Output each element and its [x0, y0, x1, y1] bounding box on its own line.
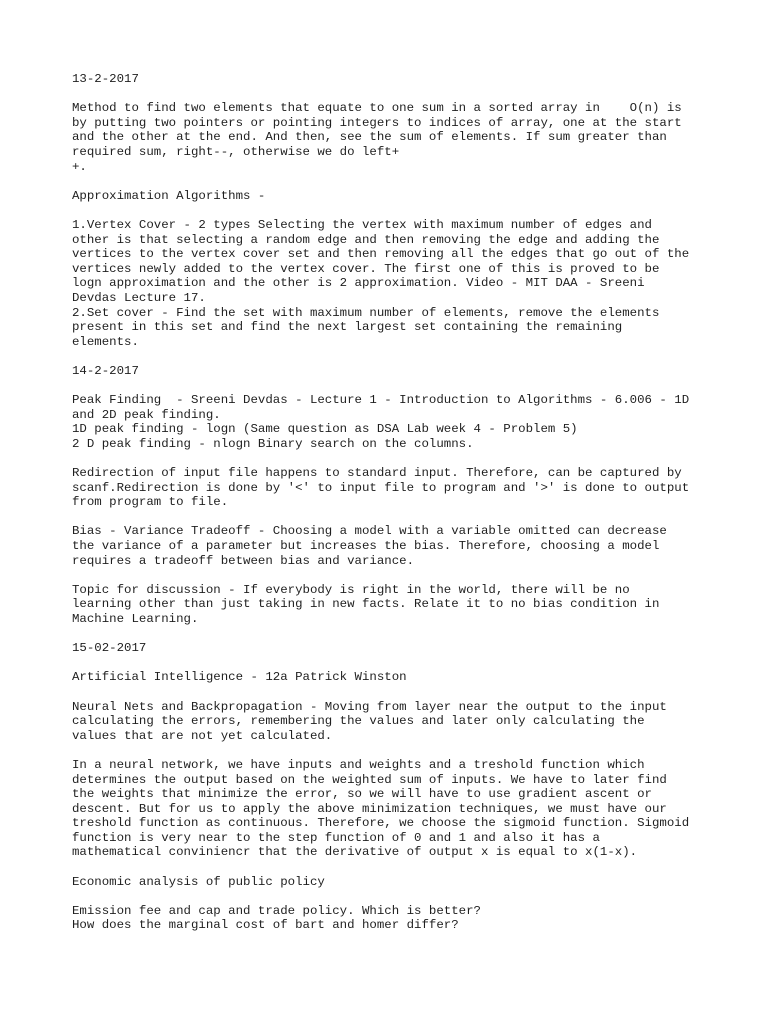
text-line: Machine Learning. [72, 611, 199, 626]
text-line: mathematical conviniencr that the derivative of output x is equal to x(1-x). [72, 845, 638, 860]
text-line: +. [72, 159, 87, 174]
text-line: from program to file. [72, 495, 229, 510]
text-line: How does the marginal cost of bart and homer differ? [72, 918, 459, 933]
paragraph [72, 393, 712, 451]
text-line: and the other at the end. And then, see the sum of elements. If sum greater than [72, 130, 667, 145]
text-line: 2 D peak finding - nlogn Binary search on the columns. [72, 436, 474, 451]
text-line: other is that selecting a random edge and then removing the edge and adding the [72, 232, 660, 247]
text-line: the variance of a parameter but increases the bias. Therefore, choosing a model [72, 539, 660, 553]
text-line: values that are not yet calculated. [72, 728, 333, 743]
text-line: logn approximation and the other is 2 approximation. Video - MIT DAA - Sreeni [72, 276, 645, 291]
text-line: present in this set and find the next largest set containing the remaining [72, 320, 623, 335]
paragraph [72, 641, 712, 656]
text-line: function is very near to the step function of 0 and 1 and also it has a [72, 830, 600, 845]
text-line: Artificial Intelligence - 12a Patrick Winston [72, 670, 407, 685]
text-line: 13-2-2017 [72, 72, 139, 86]
text-line: Neural Nets and Backpropagation - Moving from layer near the output to the input [72, 699, 667, 714]
text-line: the weights that minimize the error, so we will have to use gradient ascent or [72, 787, 652, 802]
text-line: calculating the errors, remembering the values and later only calculating the [72, 714, 645, 729]
text-line: determines the output based on the weighted sum of inputs. We have to later find [72, 772, 667, 787]
text-line: Economic analysis of public policy [72, 874, 325, 889]
paragraph [72, 524, 712, 568]
text-line: 14-2-2017 [72, 363, 139, 378]
text-line: vertices to the vertex cover set and then removing all the edges that go out of the [72, 247, 690, 262]
paragraph [72, 875, 712, 890]
text-line: Approximation Algorithms - [72, 188, 266, 203]
document-page [72, 72, 712, 948]
paragraph [72, 758, 712, 860]
text-line: 2.Set cover - Find the set with maximum number of elements, remove the elements [72, 305, 660, 320]
paragraph [72, 670, 712, 685]
paragraph [72, 904, 712, 933]
text-line: vertices newly added to the vertex cover. The first one of this is proved to be [72, 261, 660, 276]
paragraph [72, 218, 712, 349]
paragraph [72, 364, 712, 379]
text-line: In a neural network, we have inputs and weights and a treshold function which [72, 757, 645, 772]
text-line: Devdas Lecture 17. [72, 290, 206, 305]
paragraph [72, 189, 712, 204]
text-line: requires a tradeoff between bias and variance. [72, 553, 415, 568]
text-line: 1.Vertex Cover - 2 types Selecting the vertex with maximum number of edges and [72, 217, 652, 232]
text-line: 1D peak finding - logn (Same question as DSA Lab week 4 - Problem 5) [72, 422, 578, 437]
text-line: Redirection of input file happens to standard input. Therefore, can be captured by [72, 466, 682, 481]
text-line: Bias - Variance Tradeoff - Choosing a model with a variable omitted can decrease [72, 524, 667, 539]
text-line: and 2D peak finding. [72, 407, 221, 422]
text-line: elements. [72, 334, 139, 349]
text-line: treshold function as continuous. Therefore, we choose the sigmoid function. Sigmoid [72, 816, 690, 831]
text-line: Method to find two elements that equate to one sum in a sorted array in O(n) is [72, 101, 682, 116]
text-line: required sum, right--, otherwise we do left+ [72, 144, 400, 159]
paragraph [72, 700, 712, 744]
paragraph [72, 583, 712, 627]
text-line: by putting two pointers or pointing integers to indices of array, one at the start [72, 115, 682, 130]
text-line: 15-02-2017 [72, 641, 147, 656]
text-line: descent. But for us to apply the above minimization techniques, we must have our [72, 801, 667, 816]
paragraph [72, 72, 712, 87]
paragraph [72, 466, 712, 510]
text-line: Topic for discussion - If everybody is right in the world, there will be no [72, 582, 630, 597]
text-line: Emission fee and cap and trade policy. Which is better? [72, 903, 481, 918]
text-line: Peak Finding - Sreeni Devdas - Lecture 1 - Introduction to Algorithms - 6.006 - 1D [72, 393, 690, 408]
text-line: learning other than just taking in new facts. Relate it to no bias condition in [72, 597, 660, 612]
text-line: scanf.Redirection is done by '<' to input file to program and '>' is done to output [72, 480, 690, 495]
paragraph [72, 101, 712, 174]
